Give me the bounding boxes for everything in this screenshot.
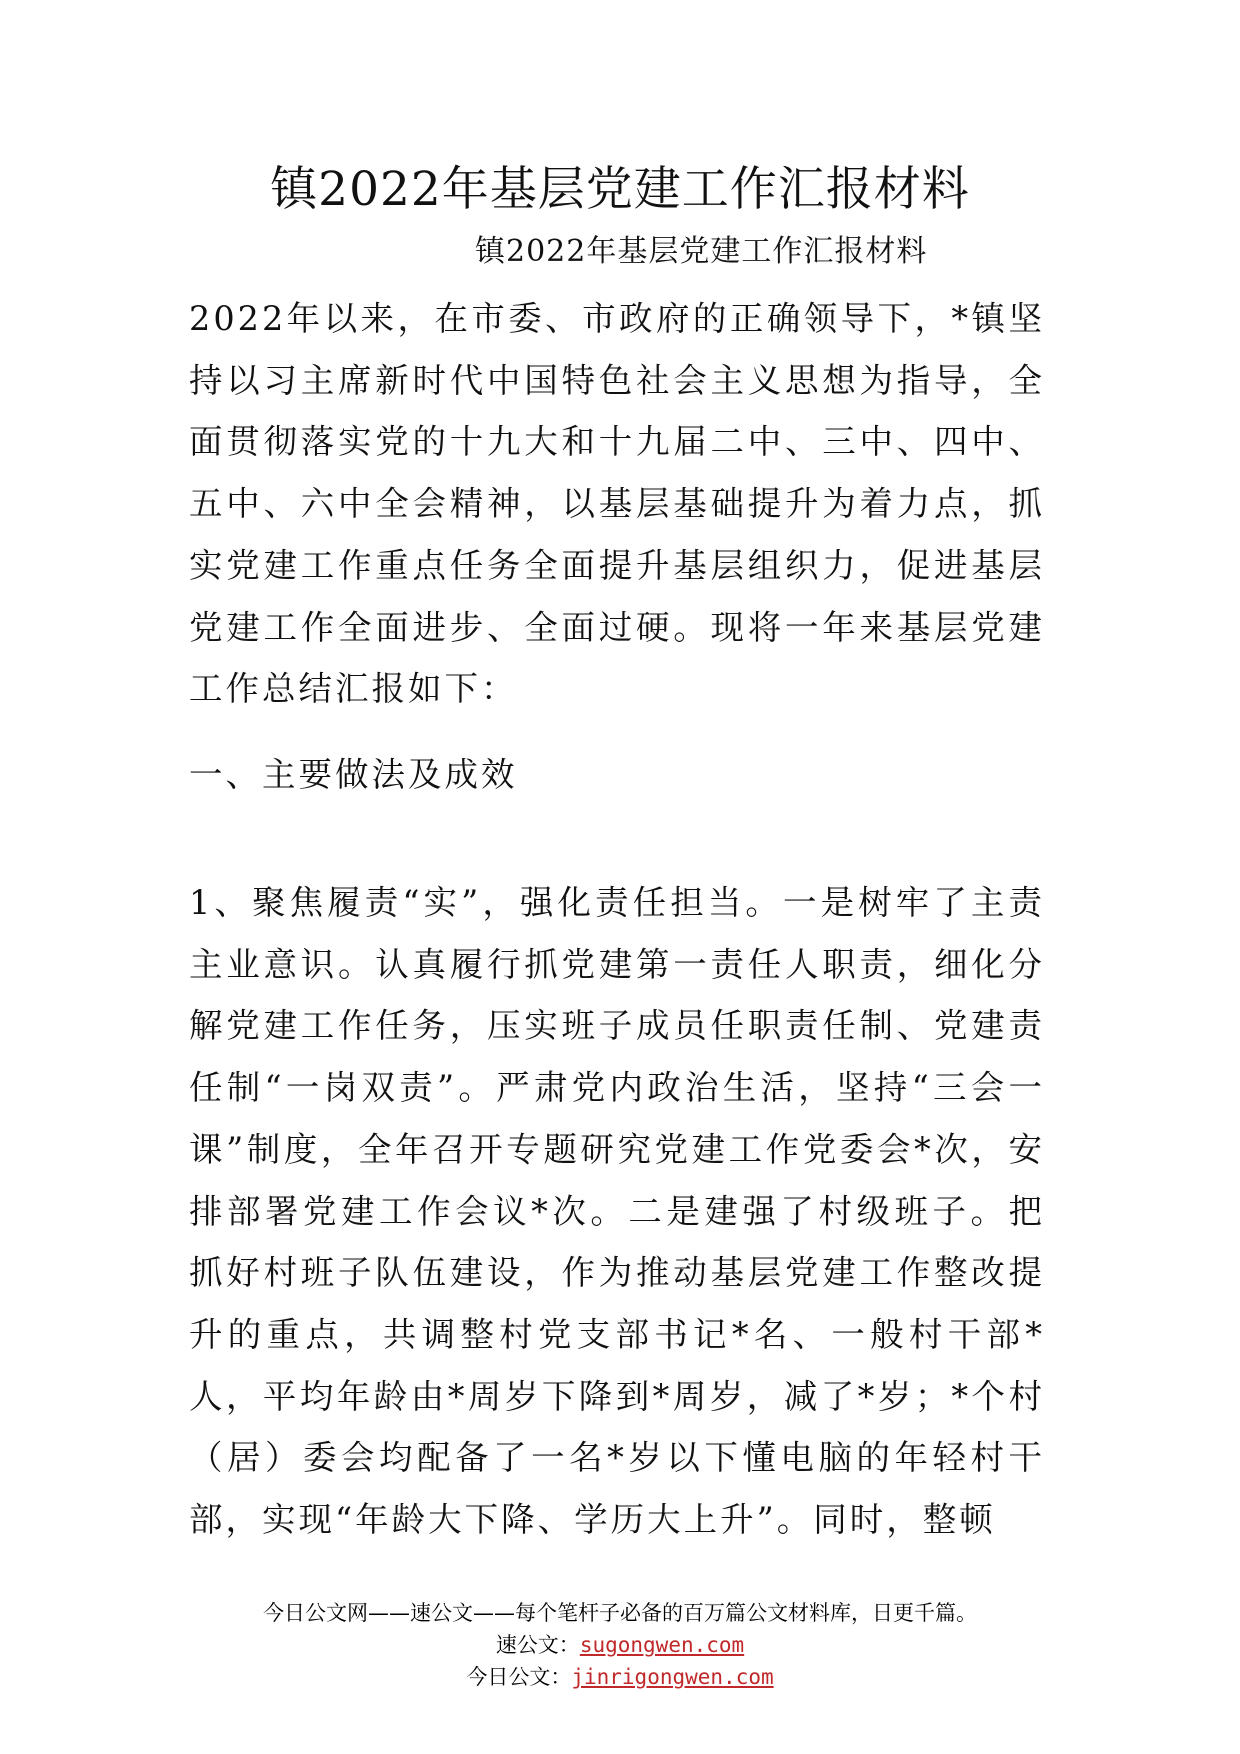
intro-paragraph: 2022年以来，在市委、市政府的正确领导下，*镇坚持以习主席新时代中国特色社会主义思想为指导，全面贯彻落实党的十九大和十九届二中、三中、四中、五中、六中全会精神，以基层基础提升为着力点，抓实党建工作重点任务全面提升基层组织力，促进基层党建工作全面进步、全面过硬。现将一年来基层党建工作总结汇报如下： [189,299,1045,709]
footer-banner: 今日公文网——速公文——每个笔杆子必备的百万篇公文材料库，日更千篇。 [263,1601,977,1625]
footer-label-jinrigongwen: 今日公文： [466,1665,572,1689]
footer-line-sugongwen [0,1630,1240,1660]
footer-label-sugongwen: 速公文： [495,1633,580,1657]
sugongwen-link[interactable]: sugongwen.com [579,1633,745,1657]
document-title: 镇2022年基层党建工作汇报材料 [270,162,970,217]
section-heading: 一、主要做法及成效 [189,755,518,794]
document-subtitle: 镇2022年基层党建工作汇报材料 [475,234,928,269]
paragraph-1: 1、聚焦履责“实”，强化责任担当。一是树牢了主责主业意识。认真履行抓党建第一责任人职责，细化分解党建工作任务，压实班子成员任职责任制、党建责任制“一岗双责”。严肃党内政治生活，坚持“三会一课”制度，全年召开专题研究党建工作党委会*次，安排部署党建工作会议*次。二是建强了村级班子。把抓好村班子队伍建设，作为推动基层党建工作整改提升的重点，共调整村党支部书记*名、一般村干部*人，平均年龄由*周岁下降到*周岁，减了*岁；*个村（居）委会均配备了一名*岁以下懂电脑的年轻村干部，实现“年龄大下降、学历大上升”。同时，整顿 [189,883,1045,1540]
jinrigongwen-link[interactable]: jinrigongwen.com [571,1665,774,1689]
footer-line-jinrigongwen [0,1662,1240,1692]
